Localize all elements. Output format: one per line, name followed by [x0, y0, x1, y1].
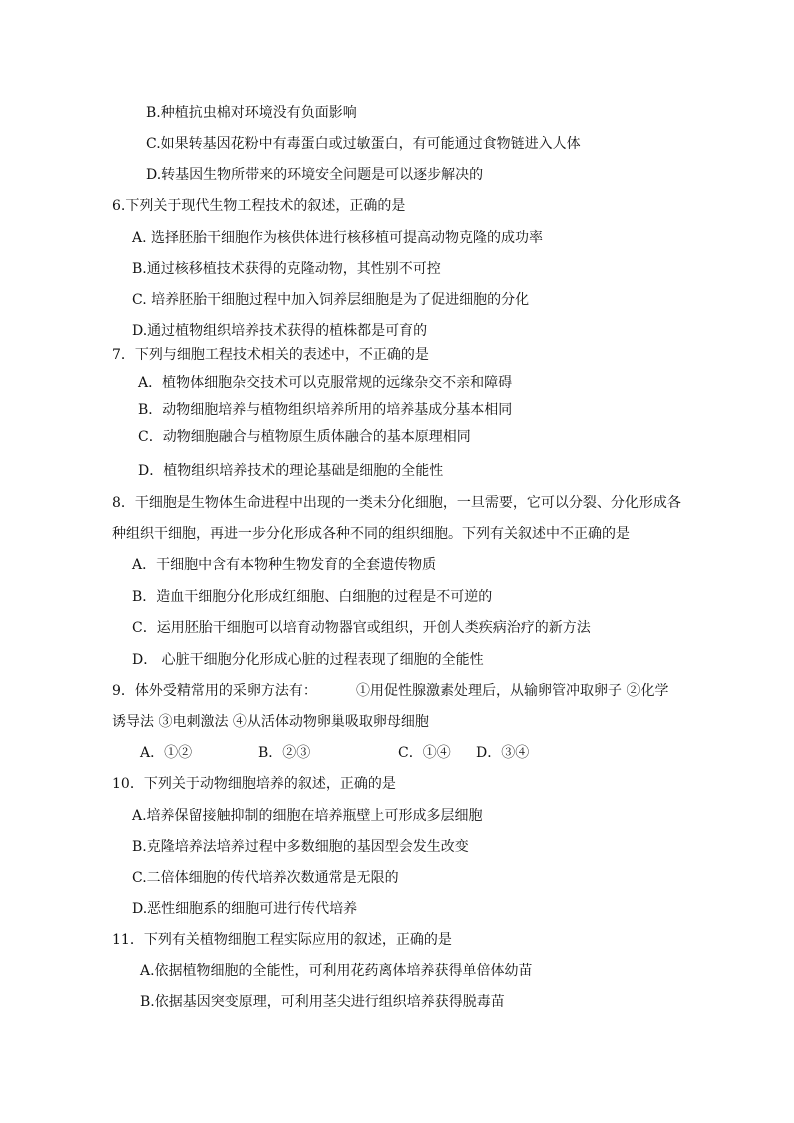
q11-option-b: B.依据基因突变原理，可利用茎尖进行组织培养获得脱毒苗	[140, 994, 505, 1010]
q8-option-b: B．造血干细胞分化形成红细胞、白细胞的过程是不可逆的	[132, 589, 493, 605]
q9-stem-part1: 9．体外受精常用的采卵方法有：	[112, 683, 317, 699]
q6-option-b: B.通过核移植技术获得的克隆动物，其性别不可控	[132, 261, 441, 277]
q9-option-c: C．①④	[398, 745, 451, 761]
q7-stem: 7．下列与细胞工程技术相关的表述中，不正确的是	[112, 347, 429, 363]
q6-option-c: C. 培养胚胎干细胞过程中加入饲养层细胞是为了促进细胞的分化	[132, 292, 530, 308]
q7-option-a: A．植物体细胞杂交技术可以克服常规的远缘杂交不亲和障碍	[138, 375, 513, 391]
q11-option-a: A.依据植物细胞的全能性，可利用花药离体培养获得单倍体幼苗	[140, 963, 533, 979]
q9-option-b: B．②③	[258, 745, 311, 761]
q9-option-d: D．③④	[476, 745, 530, 761]
q9-stem-part2: ①用促性腺激素处理后，从输卵管冲取卵子 ②化学	[356, 683, 669, 699]
q8-option-a: A．干细胞中含有本物种生物发育的全套遗传物质	[132, 557, 437, 573]
q5-option-d: D.转基因生物所带来的环境安全问题是可以逐步解决的	[146, 167, 484, 183]
q8-stem-line1: 8．干细胞是生物体生命进程中出现的一类未分化细胞，一旦需要，它可以分裂、分化形成各	[112, 495, 681, 511]
q10-stem: 10．下列关于动物细胞培养的叙述，正确的是	[112, 776, 396, 792]
q5-option-b: B.种植抗虫棉对环境没有负面影响	[146, 105, 357, 121]
q5-option-c: C.如果转基因花粉中有毒蛋白或过敏蛋白，有可能通过食物链进入人体	[146, 136, 581, 152]
q6-option-d: D.通过植物组织培养技术获得的植株都是可育的	[132, 323, 428, 339]
q6-stem: 6.下列关于现代生物工程技术的叙述，正确的是	[112, 198, 406, 214]
q10-option-b: B.克隆培养法培养过程中多数细胞的基因型会发生改变	[132, 839, 469, 855]
q8-option-c: C．运用胚胎干细胞可以培育动物器官或组织，开创人类疾病治疗的新方法	[132, 620, 591, 636]
q10-option-d: D.恶性细胞系的细胞可进行传代培养	[132, 901, 358, 917]
q7-option-c: C．动物细胞融合与植物原生质体融合的基本原理相同	[138, 429, 471, 445]
q8-stem-line2: 种组织干细胞，再进一步分化形成各种不同的组织细胞。下列有关叙述中不正确的是	[112, 526, 630, 542]
q8-option-d: D． 心脏干细胞分化形成心脏的过程表现了细胞的全能性	[132, 652, 484, 668]
q10-option-c: C.二倍体细胞的传代培养次数通常是无限的	[132, 870, 399, 886]
q10-option-a: A.培养保留接触抑制的细胞在培养瓶壁上可形成多层细胞	[132, 808, 483, 824]
q9-option-a: A．①②	[140, 745, 193, 761]
q9-stem-line2: 诱导法 ③电刺激法 ④从活体动物卵巢吸取卵母细胞	[112, 714, 429, 730]
q7-option-d: D．植物组织培养技术的理论基础是细胞的全能性	[138, 463, 444, 479]
q6-option-a: A. 选择胚胎干细胞作为核供体进行核移植可提高动物克隆的成功率	[132, 230, 544, 246]
q7-option-b: B．动物细胞培养与植物组织培养所用的培养基成分基本相同	[138, 402, 513, 418]
q11-stem: 11．下列有关植物细胞工程实际应用的叙述，正确的是	[112, 932, 452, 948]
